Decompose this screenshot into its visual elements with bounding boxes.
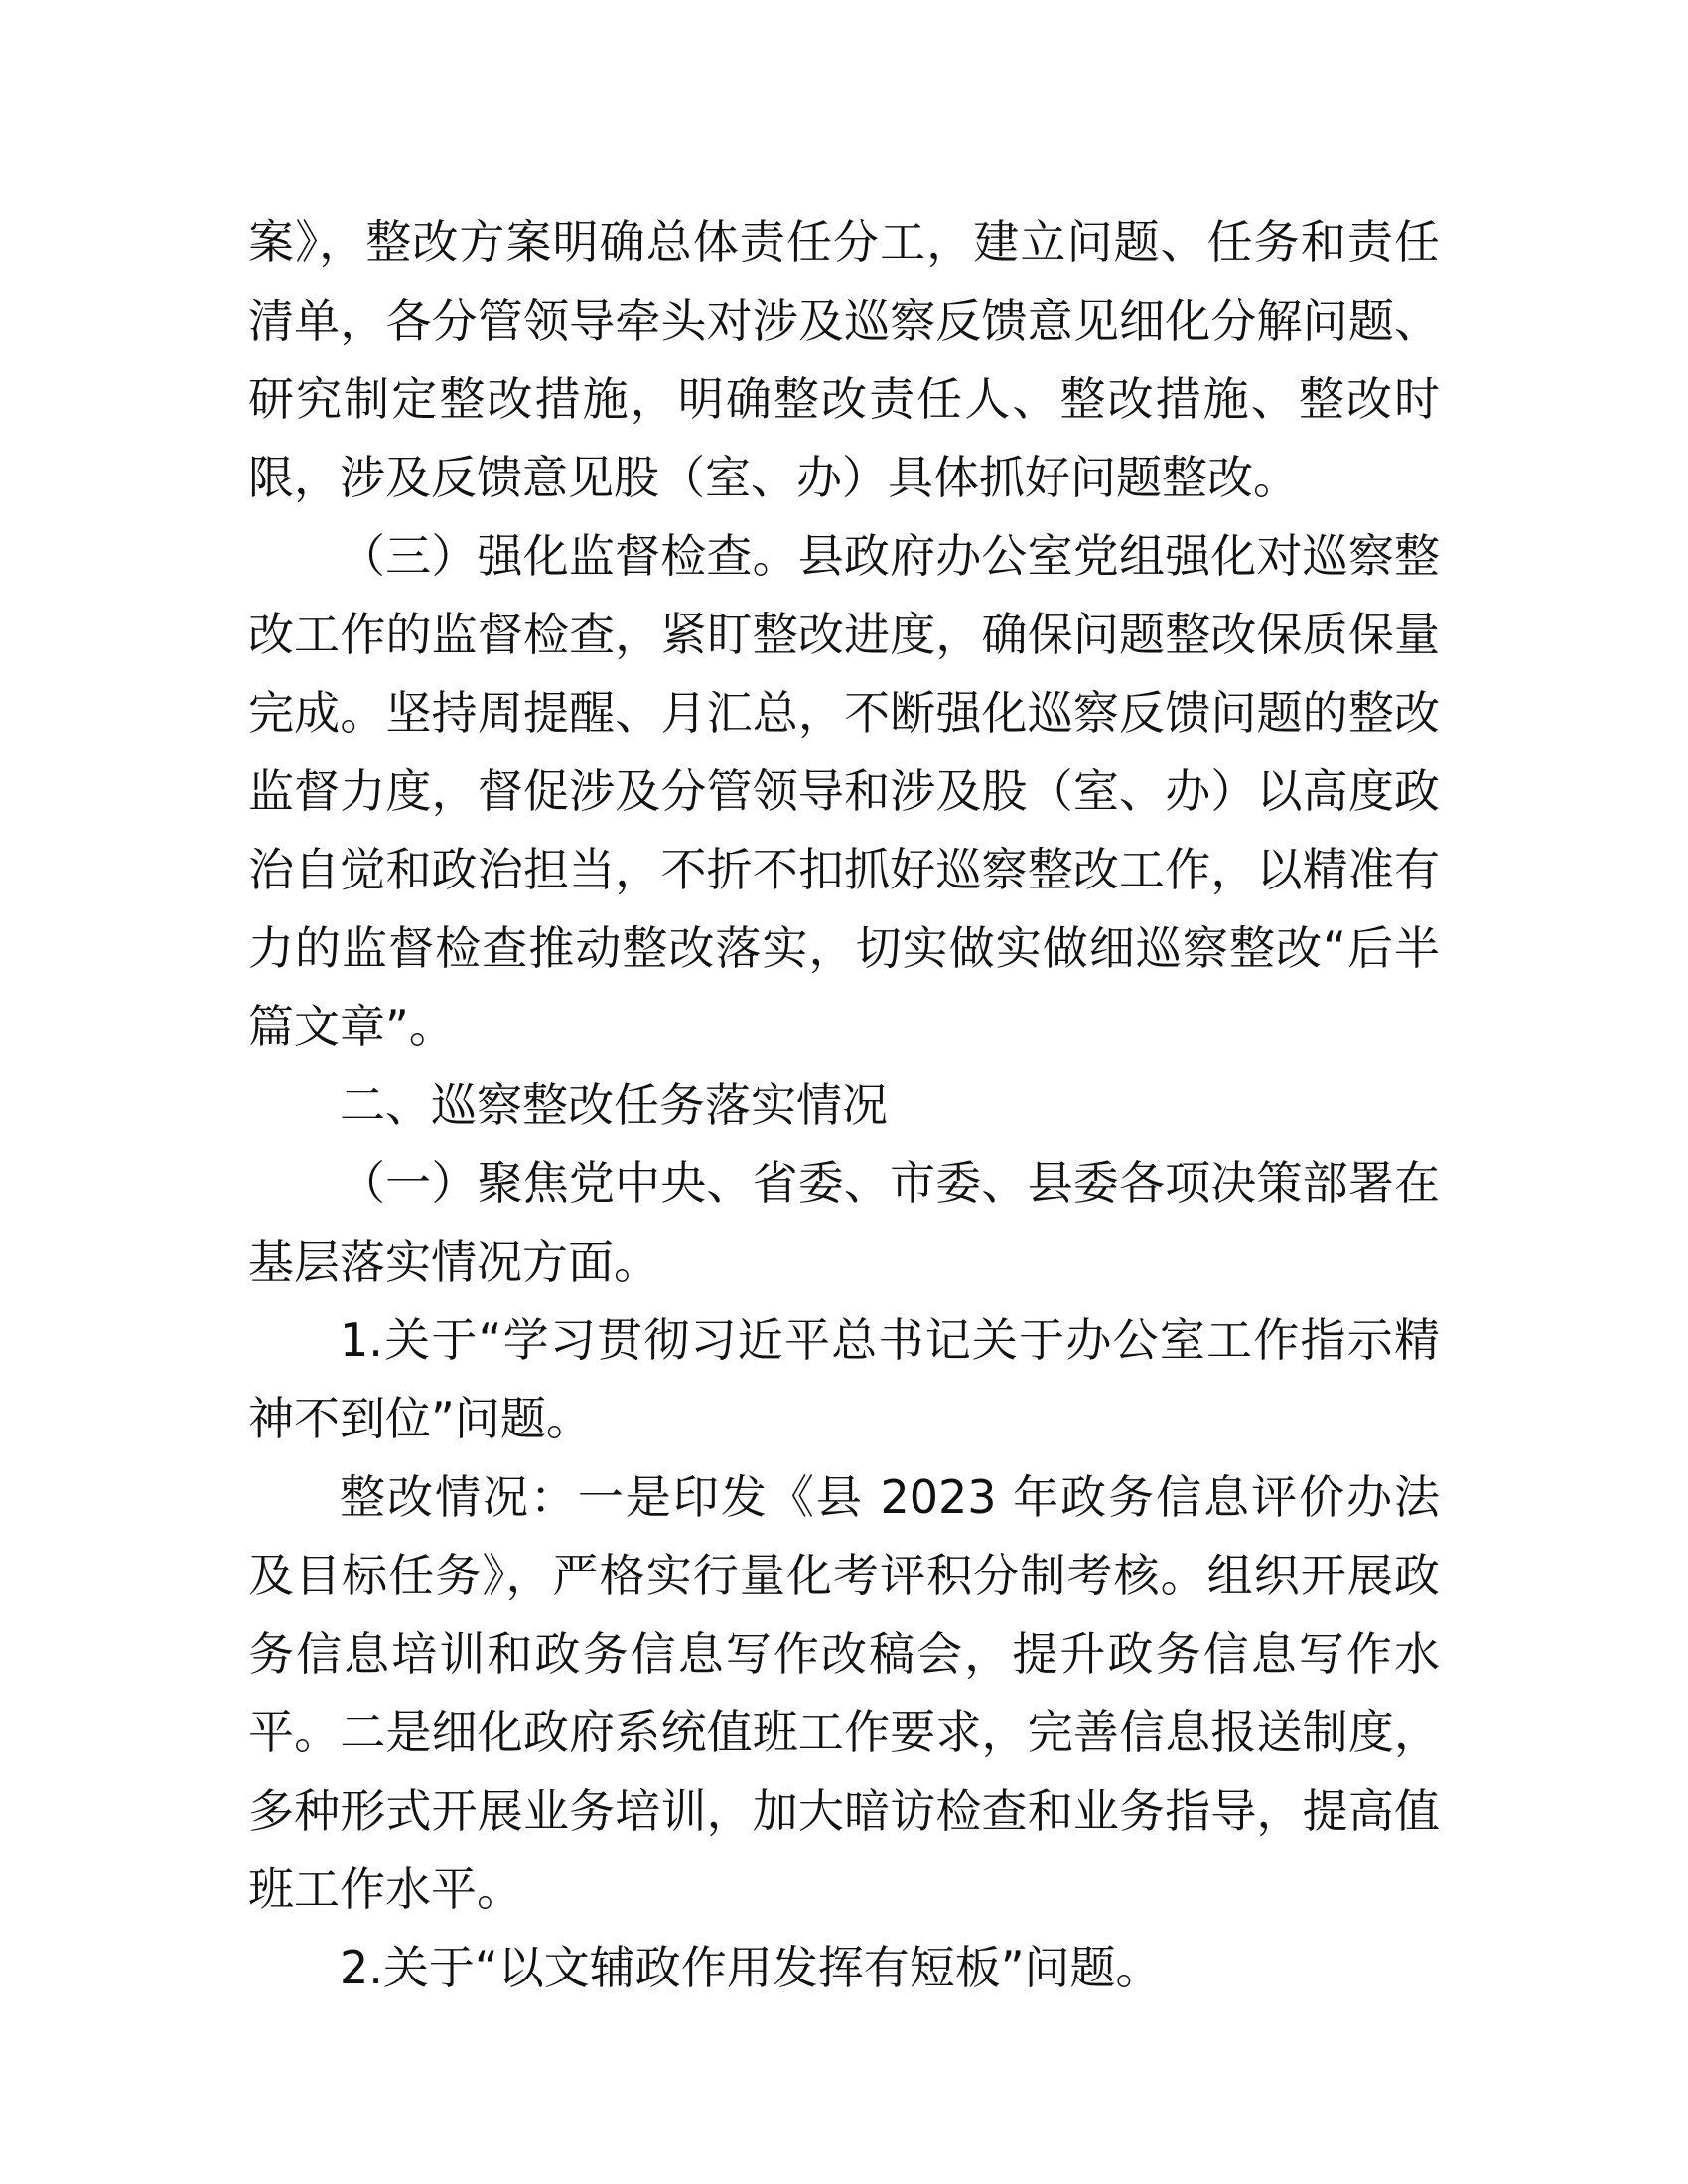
document-body xyxy=(248,204,1440,2007)
paragraph-subsection-one: （一）聚焦党中央、省委、市委、县委各项决策部署在基层落实情况方面。 xyxy=(248,1157,1440,1289)
paragraph-section-three: （三）强化监督检查。县政府办公室党组强化对巡察整改工作的监督检查，紧盯整改进度，确保问题整改保质保量完成。坚持周提醒、月汇总，不断强化巡察反馈问题的整改监督力度，督促涉及分管领导和涉及股（室、办）以高度政治自觉和政治担当，不折不扣抓好巡察整改工作，以精准有力的监督检查推动整改落实，切实做实做细巡察整改“后半篇文章”。 xyxy=(248,529,1440,1053)
paragraph-continuation: 案》，整改方案明确总体责任分工，建立问题、任务和责任清单，各分管领导牵头对涉及巡察反馈意见细化分解问题、研究制定整改措施，明确整改责任人、整改措施、整改时限，涉及反馈意见股（室、办）具体抓好问题整改。 xyxy=(248,215,1440,504)
paragraph-rectification: 整改情况：一是印发《县 2023 年政务信息评价办法及目标任务》，严格实行量化考评积分制考核。组织开展政务信息培训和政务信息写作改稿会，提升政务信息写作水平。二是细化政府系统值班工作要求，完善信息报送制度，多种形式开展业务培训，加大暗访检查和业务指导，提高值班工作水平。 xyxy=(248,1470,1440,1916)
paragraph-item-two: 2.关于“以文辅政作用发挥有短板”问题。 xyxy=(340,1941,1162,1994)
section-heading-two: 二、巡察整改任务落实情况 xyxy=(340,1078,888,1132)
paragraph-item-one: 1.关于“学习贯彻习近平总书记关于办公室工作指示精神不到位”问题。 xyxy=(248,1313,1440,1445)
